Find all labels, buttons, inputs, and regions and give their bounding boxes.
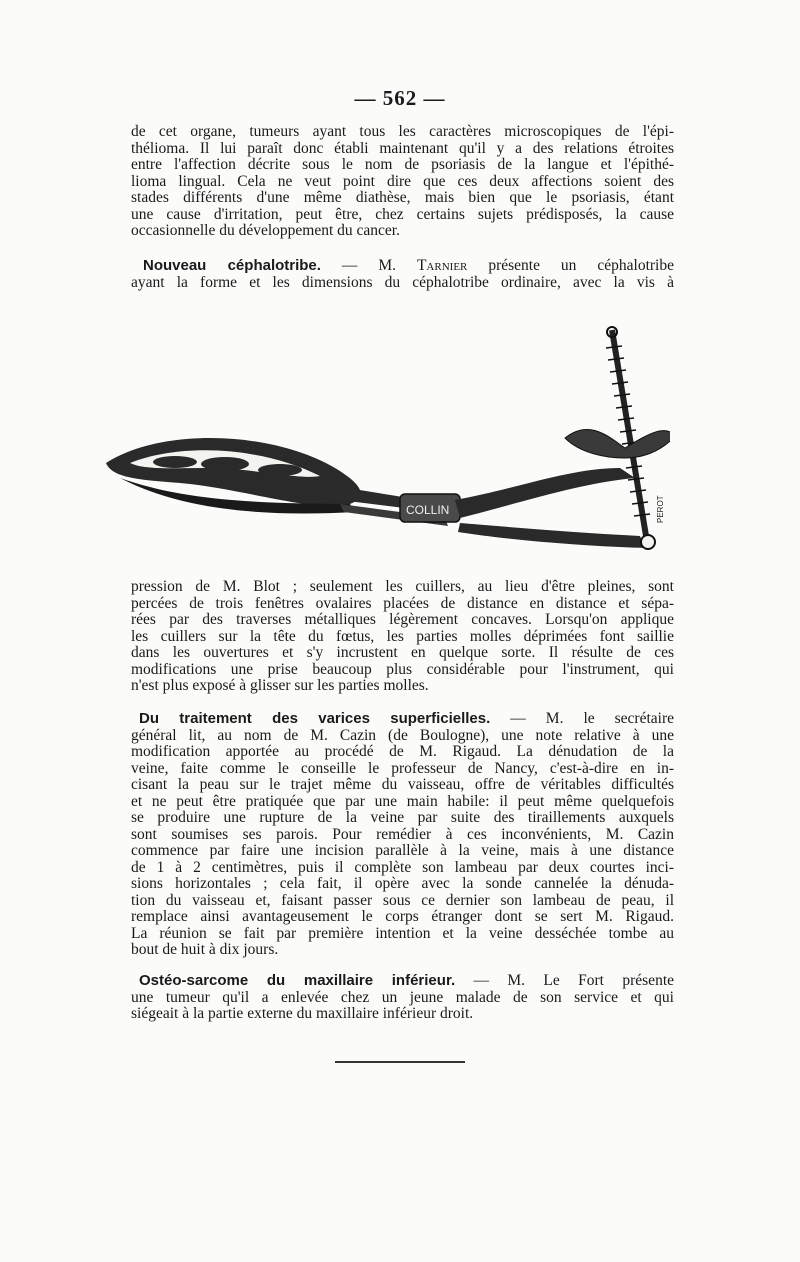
text-line: se produire une rupture de la veine par suite des tiraillements auxquels (131, 809, 674, 826)
section-title: Ostéo-sarcome du maxillaire inférieur. (139, 972, 456, 989)
section-heading-line (131, 258, 674, 275)
section-title: Nouveau céphalotribe. (143, 257, 321, 274)
text-line: pression de M. Blot ; seulement les cuillers, au lieu d'être pleines, sont (131, 578, 674, 595)
section-cephalotribe-continuation (131, 579, 674, 695)
text-line: occasionnelle du développement du cancer. (131, 222, 400, 239)
text-line: une tumeur qu'il a enlevée chez un jeune malade de son service et qui (131, 988, 674, 1006)
instrument-label: COLLIN (406, 503, 450, 517)
section-title: Du traitement des varices superficielles. (139, 710, 491, 727)
engraver-label: PEROT (656, 495, 665, 523)
text-line: de 1 à 2 centimètres, puis il complète son lambeau par deux courtes inci- (131, 858, 674, 876)
text-line: entre l'affection décrite sous le nom de psoriasis de la langue et l'épithé- (131, 156, 674, 173)
page-number: — 562 — (354, 86, 446, 110)
text-line: modification apportée au procédé de M. Rigaud. La dénudation de la (131, 743, 674, 760)
text-line: bout de huit à dix jours. (131, 941, 279, 958)
text-line: percées de trois fenêtres ovalaires placées de distance en distance et sépa- (131, 594, 674, 612)
text-line: cisant la peau sur le trajet même du vaisseau, offre de véritables difficultés (131, 776, 674, 793)
text-line: remplace ainsi avantageusement le corps étranger dont se sert M. Rigaud. (131, 908, 674, 925)
text-line: une cause d'irritation, peut être, chez certains sujets prédisposés, la cause (131, 205, 674, 223)
text-line: rées par des traverses métalliques légèrement concaves. Lorsqu'on applique (131, 611, 674, 628)
section-varices (131, 711, 674, 959)
text-line: sions horizontales ; cela fait, il opère avec la sonde cannelée la dénuda- (131, 875, 674, 892)
text-line: tion du vaisseau et, faisant passer sous ce dernier son lambeau de peau, il (131, 891, 674, 909)
section-heading-line (131, 711, 674, 728)
text-line: modifications une prise beaucoup plus considérable pour l'instrument, qui (131, 660, 674, 678)
section-heading-line (131, 973, 674, 990)
author-name: Tarnier (416, 257, 468, 274)
text-line: dans les ouvertures et s'y incrustent en quelque sorte. Il résulte de ces (131, 644, 674, 661)
text-line: thélioma. Il lui paraît donc établi maintenant qu'il y a des relations étroites (131, 139, 674, 157)
section-intro: — M. (320, 257, 417, 274)
text-line: commence par faire une incision parallèle à la veine, mais à une distance (131, 842, 674, 859)
text-line: les cuillers sur la tête du fœtus, les parties molles déprimées font saillie (131, 627, 674, 645)
text-line: stades différents d'une même diathèse, mais bien que le psoriasis, étant (131, 189, 674, 206)
text-line: ayant la forme et les dimensions du céphalotribe ordinaire, avec la vis à (131, 273, 674, 291)
section-first-rest: présente un céphalotribe (467, 257, 674, 274)
section-osteosarcome (131, 973, 674, 1023)
cephalotribe-illustration (100, 318, 670, 580)
end-rule (335, 1061, 465, 1063)
section-first-rest: — M. le secrétaire (490, 710, 674, 727)
forceps-drawing (100, 318, 670, 580)
text-line: La réunion se fait par première intention et la veine desséchée tombe au (131, 924, 674, 942)
text-line: général lit, au nom de M. Cazin (de Boulogne), une note relative à une (131, 726, 674, 744)
section-first-rest: — M. Le Fort présente (455, 972, 675, 989)
text-line: veine, faite comme le conseille le professeur de Nancy, c'est-à-dire en in- (131, 759, 674, 777)
text-line: et ne peut être pratiquée que par une main habile: il peut même quelquefois (131, 792, 674, 810)
text-line: siégeait à la partie externe du maxillaire inférieur droit. (131, 1005, 474, 1022)
text-line: de cet organe, tumeurs ayant tous les caractères microscopiques de l'épi- (131, 123, 674, 140)
text-line: n'est plus exposé à glisser sur les parties molles. (131, 677, 429, 694)
text-line: lioma lingual. Cela ne veut point dire que ces deux affections soient des (131, 172, 674, 190)
section-cephalotribe (131, 258, 674, 291)
paragraph-psoriasis (131, 124, 674, 240)
text-line: sont soumises ses parois. Pour remédier à ces inconvénients, M. Cazin (131, 825, 674, 843)
